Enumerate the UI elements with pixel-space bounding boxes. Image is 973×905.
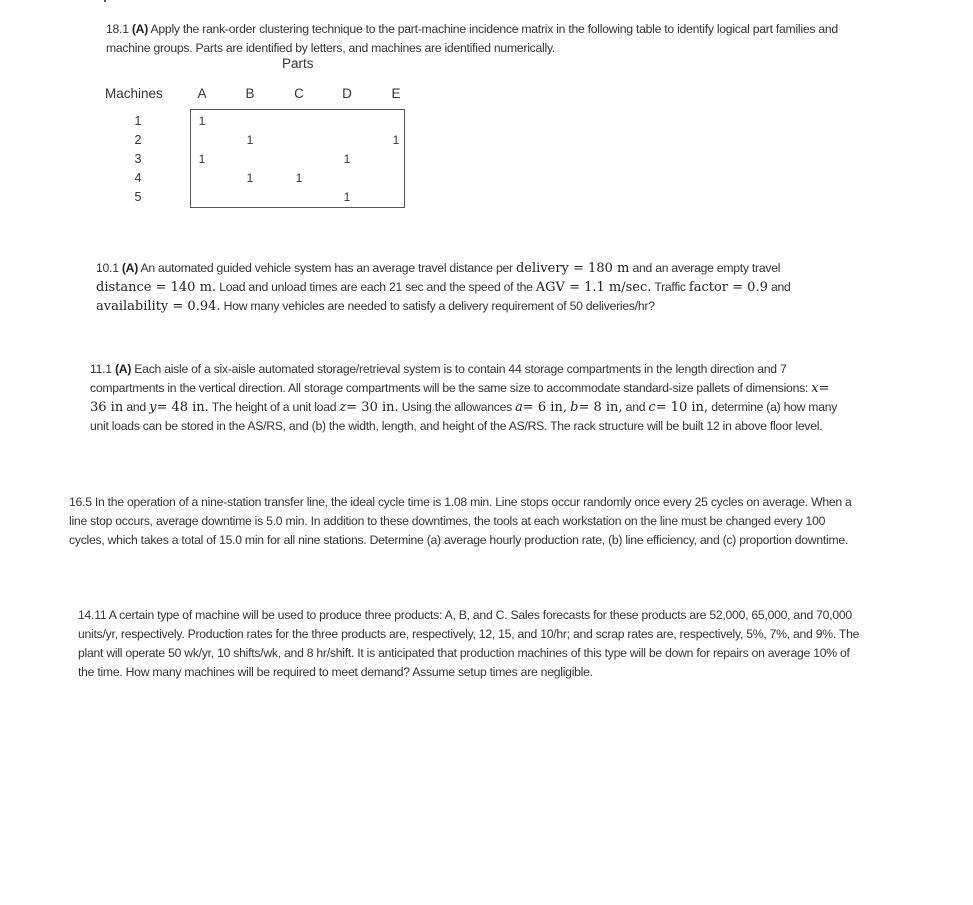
top-edge-mark: [104, 0, 106, 2]
machine-label-1: 1: [134, 114, 142, 128]
math-var-c: c: [648, 400, 656, 415]
machines-header: Machines: [105, 86, 163, 101]
matrix-cell-4-b: 1: [246, 171, 254, 185]
math-a-value: = 6 in,: [522, 400, 567, 415]
column-header-d: D: [342, 86, 352, 101]
machine-label-5: 5: [134, 190, 142, 204]
column-header-a: A: [197, 86, 207, 101]
text-segment: Traffic: [654, 280, 686, 294]
problem-number: 11.1: [90, 362, 112, 376]
column-header-b: B: [245, 86, 255, 101]
math-availability: availability = 0.94.: [96, 299, 221, 314]
math-agv-speed: AGV = 1.1 m/sec.: [535, 280, 652, 295]
difficulty-tag: (A): [131, 22, 149, 36]
math-traffic-factor: factor = 0.9: [688, 280, 768, 295]
math-z-value: = 30 in.: [346, 400, 399, 415]
matrix-cell-3-a: 1: [198, 152, 206, 166]
problem-number: 18.1: [106, 22, 129, 36]
text-segment: How many vehicles are needed to satisfy a delivery requirement of 50 deliveries/hr?: [223, 299, 655, 313]
problem-16-5: 16.5 In the operation of a nine-station transfer line, the ideal cycle time is 1.08 min. Line stops occur randomly once every 25 cycles on average. When a line stop occurs, average downtime is 5.0 min. In addition to these downtimes, the tools at each workstation on the line must be changed every 100 cycles, which takes a total of 15.0 min for all nine stations. Determine (a) average hourly production rate, (b) line efficiency, and (c) proportion downtime.: [69, 495, 852, 547]
text-segment: Load and unload times are each 21 sec and the speed of the: [219, 280, 533, 294]
matrix-cell-2-e: 1: [392, 133, 400, 147]
column-header-c: C: [294, 86, 304, 101]
text-segment: and: [771, 280, 791, 294]
problem-10-1: [96, 259, 836, 316]
parts-header: Parts: [282, 56, 314, 71]
text-segment: and: [126, 400, 146, 414]
matrix-cell-5-d: 1: [343, 190, 351, 204]
problem-14-11: 14.11 A certain type of machine will be used to produce three products: A, B, and C. Sales forecasts for these products are 52,000, 65,000, and 70,000 units/yr, respectively. Production rates for the three products are, respectively, 12, 15, and 10/hr; and scrap rates are, respectively, 5%, 7%, and 9%. The plant will operate 50 wk/yr, 10 shifts/wk, and 8 hr/shift. It is anticipated that production machines of this type will be down for repairs on average 10% of the time. How many machines will be required to meet demand? Assume setup times are negligible.: [78, 608, 860, 679]
problem-number: 10.1: [96, 261, 119, 275]
column-header-e: E: [391, 86, 401, 101]
matrix-cell-4-c: 1: [295, 171, 303, 185]
matrix-cell-3-d: 1: [343, 152, 351, 166]
text-segment: An automated guided vehicle system has an average travel distance per: [140, 261, 513, 275]
math-delivery: delivery = 180 m: [515, 261, 630, 276]
math-c-value: = 10 in,: [655, 400, 709, 415]
math-var-z: z: [339, 400, 347, 415]
text-segment: The height of a unit load: [211, 400, 337, 414]
matrix-cell-2-b: 1: [246, 133, 254, 147]
math-var-b: b: [570, 400, 579, 415]
difficulty-tag: (A): [121, 261, 139, 275]
text-segment: Using the allowances: [401, 400, 512, 414]
text-segment: and an average empty travel: [632, 261, 781, 275]
math-distance: distance = 140 m.: [96, 280, 217, 295]
machine-label-2: 2: [134, 133, 142, 147]
text-segment: and: [625, 400, 646, 414]
matrix-cell-1-a: 1: [198, 114, 206, 128]
math-var-a: a: [515, 400, 523, 415]
math-var-y: y: [149, 400, 157, 415]
problem-text: Apply the rank-order clustering technique to the part-machine incidence matrix in the following table to identify logical part families and machine groups. Parts are identified by letters, and machines are identified numerically.: [106, 22, 838, 55]
problem-18-1: [106, 20, 876, 58]
incidence-matrix-border: [190, 109, 405, 208]
math-y-value: = 48 in.: [156, 400, 209, 415]
text-segment: determine (a) how many unit loads can be stored in the AS/RS, and (b) the width, length, and height of the AS/RS. The rack structure will be built 12 in above floor level.: [90, 400, 838, 433]
difficulty-tag: (A): [114, 362, 132, 376]
math-b-value: = 8 in,: [578, 400, 623, 415]
math-x-value: = 36 in: [90, 381, 830, 415]
text-segment: Each aisle of a six-aisle automated storage/retrieval system is to contain 44 storage compartments in the length direction and 7 compartments in the vertical direction. All storage compartments will be the same size to accommodate standard-size pallets of dimensions:: [90, 362, 809, 395]
machine-label-3: 3: [134, 152, 142, 166]
math-var-x: x: [811, 381, 819, 396]
machine-label-4: 4: [134, 171, 142, 185]
problem-11-1: [90, 360, 850, 436]
